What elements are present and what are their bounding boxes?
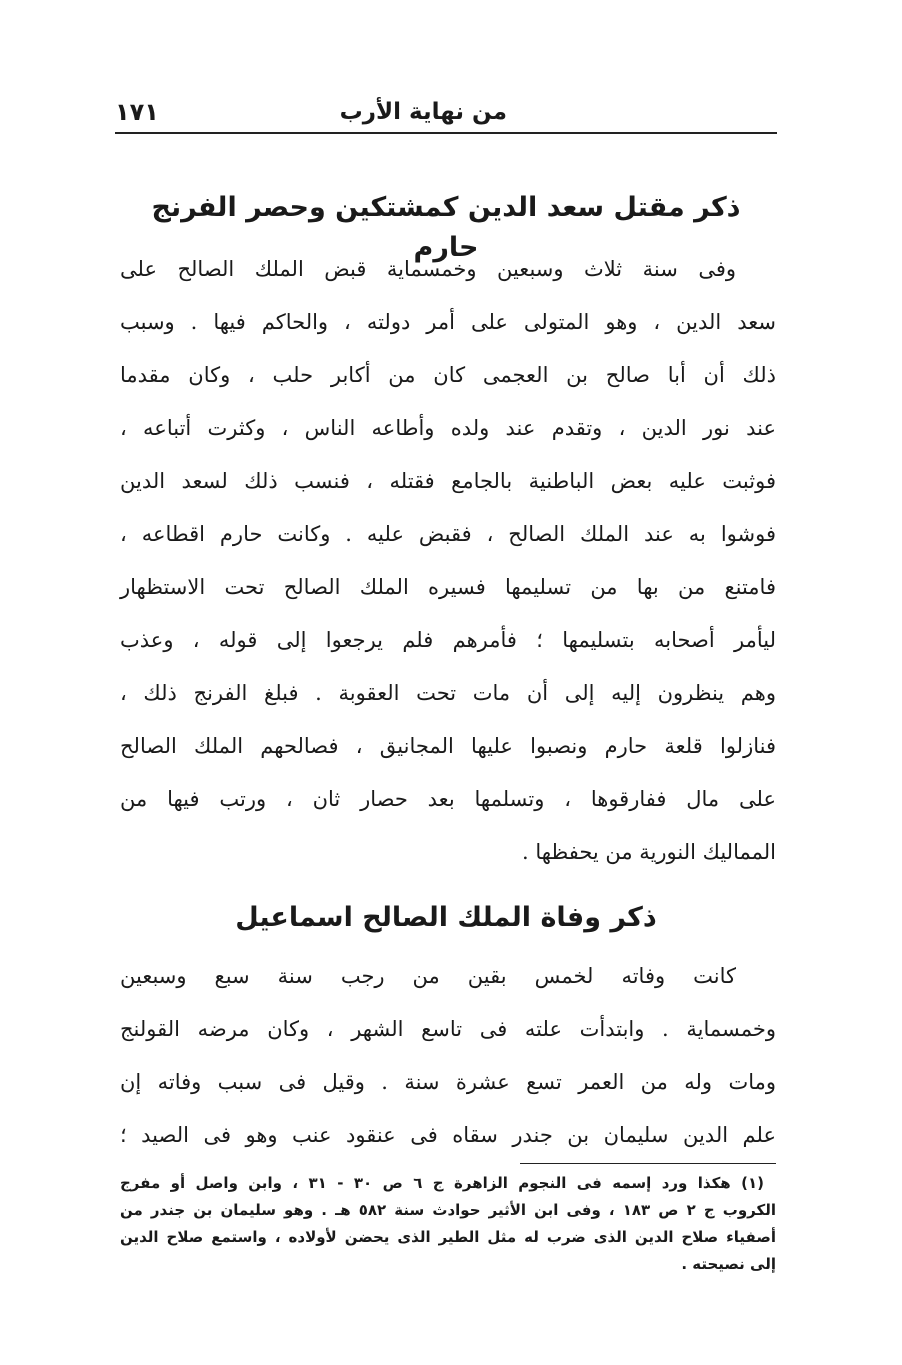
footnote <box>120 1170 776 1278</box>
section-2-paragraph <box>120 950 776 1162</box>
footnote-line: الكروب ج ٢ ص ١٨٣ ، وفى ابن الأثير حوادث سنة ٥٨٢ هـ . وهو سليمان بن جندر من <box>120 1201 776 1219</box>
footnote-line: أصفياء صلاح الدين الذى ضرب له مثل الطير الذى يحضن لأولاده ، واستمع صلاح الدين <box>120 1228 776 1246</box>
text-line: المماليك النورية من يحفظها . <box>522 840 776 864</box>
section-title-death-of-al-salih-ismail: ذكر وفاة الملك الصالح اسماعيل <box>235 902 657 933</box>
text-line: فوثبت عليه بعض الباطنية بالجامع فقتله ، فنسب ذلك لسعد الدين <box>120 469 776 493</box>
text-line: عند نور الدين ، وتقدم عند ولده وأطاعه الناس ، وكثرت أتباعه ، <box>120 416 776 440</box>
text-line: سعد الدين ، وهو المتولى على أمر دولته ، والحاكم فيها . وسبب <box>120 310 776 334</box>
text-line: ومات وله من العمر تسع عشرة سنة . وقيل فى سبب وفاته إن <box>120 1070 776 1094</box>
text-line: فامتنع من بها من تسليمها فسيره الملك الصالح تحت الاستظهار <box>120 575 776 599</box>
text-line: كانت وفاته لخمس بقين من رجب سنة سبع وسبعين <box>120 964 736 988</box>
footnote-line: (١) هكذا ورد إسمه فى النجوم الزاهرة ج ٦ ص ٣٠ - ٣١ ، وابن واصل أو مفرج <box>120 1174 765 1192</box>
text-line: وخمسماية . وابتدأت علته فى تاسع الشهر ، وكان مرضه القولنج <box>120 1017 776 1041</box>
page-number: ١٧١ <box>115 98 159 126</box>
text-line: وهم ينظرون إليه إلى أن مات تحت العقوبة . فبلغ الفرنج ذلك ، <box>120 681 776 705</box>
text-line: علم الدين سليمان بن جندر سقاه فى عنقود عنب وهو فى الصيد ؛ <box>120 1123 776 1147</box>
header-rule <box>115 132 777 134</box>
footnote-rule <box>520 1163 776 1164</box>
text-line: فوشوا به عند الملك الصالح ، فقبض عليه . وكانت حارم اقطاعه ، <box>120 522 776 546</box>
footnote-line: إلى نصيحته . <box>681 1255 776 1273</box>
text-line: على مال ففارقوها ، وتسلمها بعد حصار ثان ، ورتب فيها من <box>120 787 776 811</box>
text-line: وفى سنة ثلاث وسبعين وخمسماية قبض الملك الصالح على <box>120 257 736 281</box>
section-1-paragraph <box>120 243 776 879</box>
running-title: من نهاية الأرب <box>339 99 507 125</box>
text-line: فنازلوا قلعة حارم ونصبوا عليها المجانيق ، فصالحهم الملك الصالح <box>120 734 776 758</box>
text-line: ذلك أن أبا صالح بن العجمى كان من أكابر حلب ، وكان مقدما <box>120 363 776 387</box>
text-line: ليأمر أصحابه بتسليمها ؛ فأمرهم فلم يرجعوا إلى قوله ، وعذب <box>120 628 776 652</box>
section-title-death-of-saad-al-din: ذكر مقتل سعد الدين كمشتكين وحصر الفرنج حارم <box>151 192 741 263</box>
page-header <box>115 92 777 132</box>
